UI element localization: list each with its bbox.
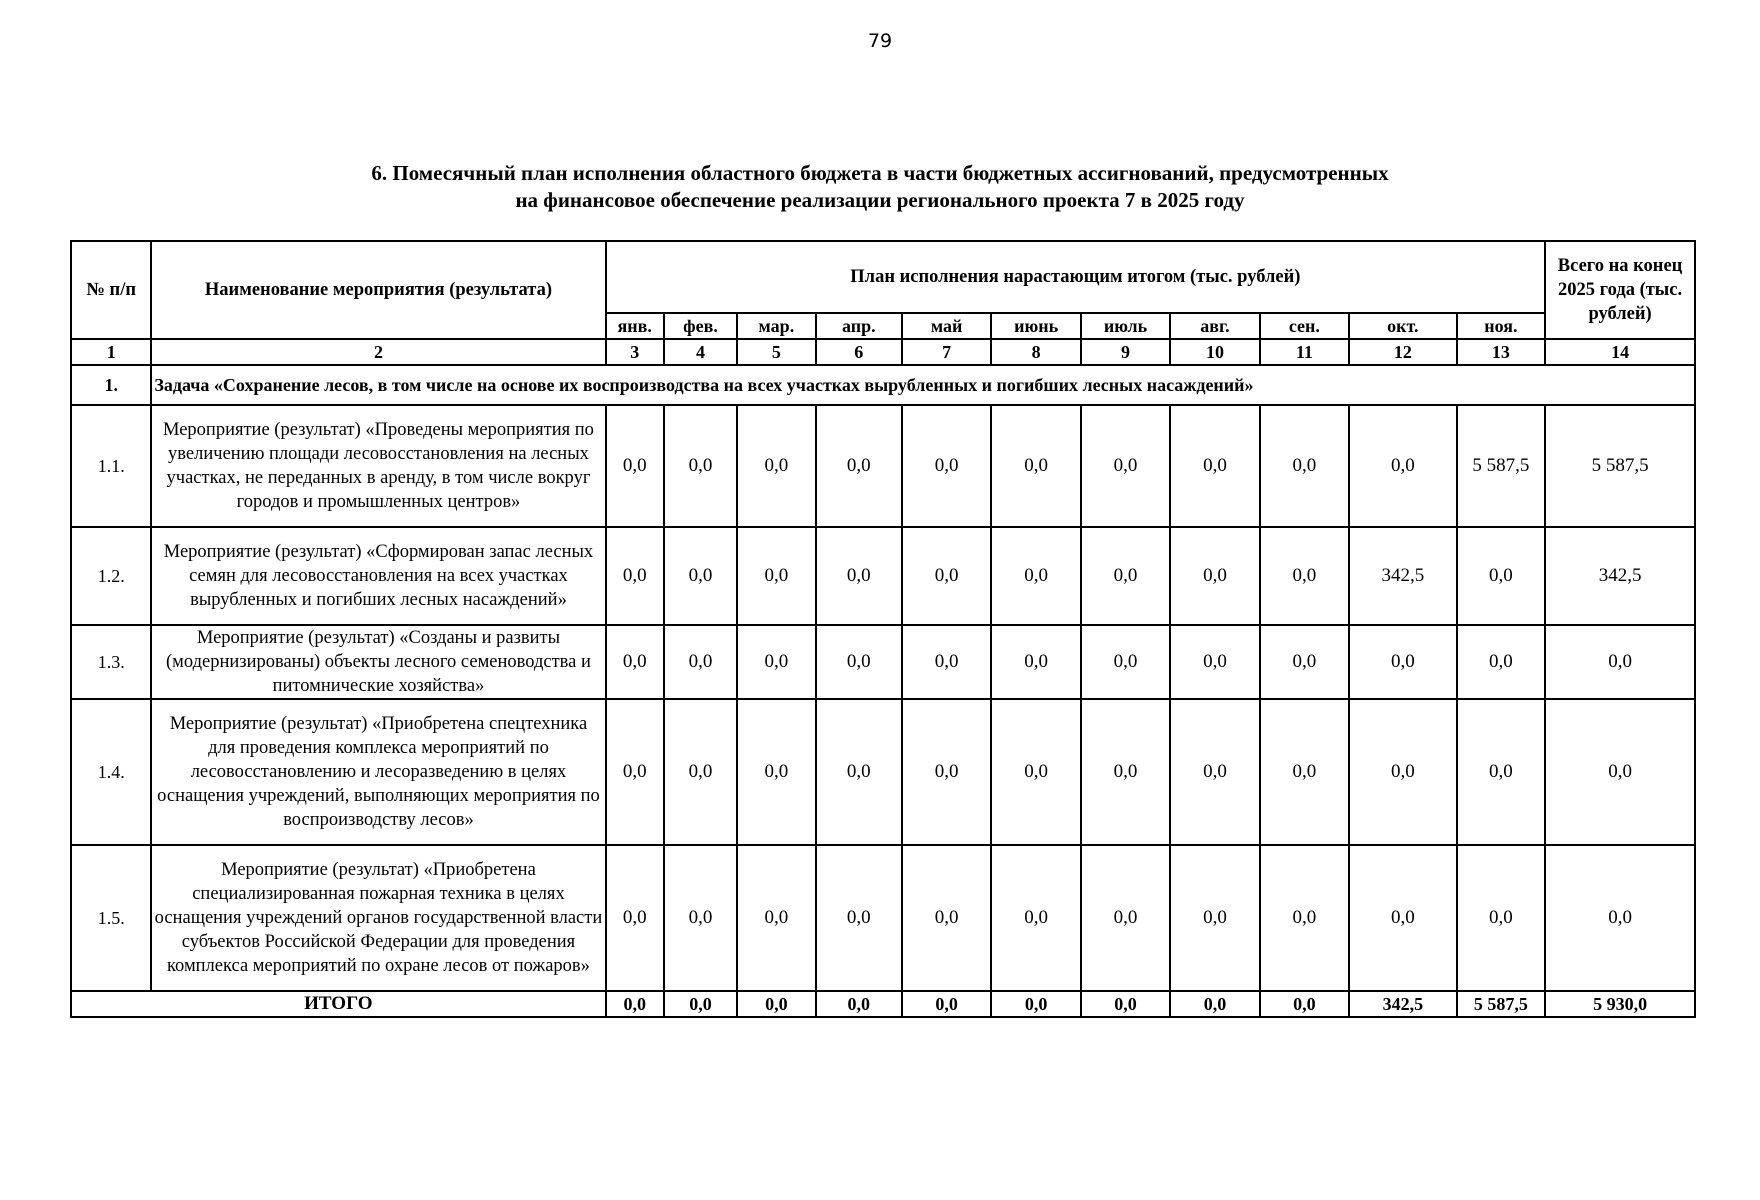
column-number: 12 [1349,339,1457,365]
month-header: окт. [1349,313,1457,339]
table-row [71,845,1695,991]
row-name: Мероприятие (результат) «Приобретена спецтехника для проведения комплекса мероприятий по лесовосстановлению и лесоразведению в целях оснащения учреждений, выполняющих мероприятия по воспроизводству лесов» [151,699,605,845]
row-value: 0,0 [664,845,737,991]
header-name: Наименование мероприятия (результата) [151,241,605,339]
month-header: мар. [737,313,815,339]
row-value: 0,0 [1260,405,1349,527]
row-value: 0,0 [1260,845,1349,991]
row-num: 1.4. [71,699,151,845]
row-value: 0,0 [902,527,991,625]
document-title-line-2: на финансовое обеспечение реализации регионального проекта 7 в 2025 году [515,188,1245,212]
total-row [71,991,1695,1017]
row-value: 0,0 [902,845,991,991]
row-total: 0,0 [1545,845,1695,991]
row-value: 0,0 [816,527,902,625]
row-total: 0,0 [1545,625,1695,699]
budget-plan-table [70,240,1696,1018]
row-value: 0,0 [991,625,1080,699]
header-num: № п/п [71,241,151,339]
row-value: 5 587,5 [1457,405,1546,527]
total-value: 5 587,5 [1457,991,1546,1017]
row-value: 0,0 [902,625,991,699]
column-number: 13 [1457,339,1546,365]
column-number: 11 [1260,339,1349,365]
row-name: Мероприятие (результат) «Созданы и развиты (модернизированы) объекты лесного семеноводства и питомнические хозяйства» [151,625,605,699]
row-value: 0,0 [1349,845,1457,991]
column-number: 8 [991,339,1080,365]
month-header: авг. [1170,313,1259,339]
total-value: 0,0 [664,991,737,1017]
row-value: 0,0 [991,527,1080,625]
row-value: 0,0 [1170,845,1259,991]
month-header: июль [1081,313,1170,339]
header-plan: План исполнения нарастающим итогом (тыс. рублей) [606,241,1546,313]
grand-total: 5 930,0 [1545,991,1695,1017]
row-value: 0,0 [991,699,1080,845]
row-value: 0,0 [902,405,991,527]
row-value: 0,0 [664,405,737,527]
row-value: 0,0 [606,625,664,699]
row-value: 0,0 [1170,625,1259,699]
column-number: 2 [151,339,605,365]
row-value: 342,5 [1349,527,1457,625]
total-value: 342,5 [1349,991,1457,1017]
row-name: Мероприятие (результат) «Приобретена специализированная пожарная техника в целях оснащения учреждений органов государственной власти субъектов Российской Федерации для проведения комплекса мероприятий по охране лесов от пожаров» [151,845,605,991]
row-value: 0,0 [1170,527,1259,625]
row-value: 0,0 [606,699,664,845]
total-value: 0,0 [902,991,991,1017]
task-num: 1. [71,365,151,405]
total-value: 0,0 [1081,991,1170,1017]
row-value: 0,0 [902,699,991,845]
column-number: 14 [1545,339,1695,365]
table-row [71,699,1695,845]
table-row [71,405,1695,527]
table-header-row [71,241,1695,313]
month-header: ноя. [1457,313,1546,339]
row-value: 0,0 [1081,845,1170,991]
column-number: 1 [71,339,151,365]
total-value: 0,0 [737,991,815,1017]
row-value: 0,0 [737,845,815,991]
column-number: 9 [1081,339,1170,365]
row-value: 0,0 [606,405,664,527]
month-header: фев. [664,313,737,339]
column-number: 4 [664,339,737,365]
row-name: Мероприятие (результат) «Сформирован запас лесных семян для лесовосстановления на всех участках вырубленных и погибших лесных насаждений» [151,527,605,625]
task-text: Задача «Сохранение лесов, в том числе на основе их воспроизводства на всех участках вырубленных и погибших лесных насаждений» [151,365,1695,405]
row-value: 0,0 [1081,405,1170,527]
column-number: 6 [816,339,902,365]
row-name: Мероприятие (результат) «Проведены мероприятия по увеличению площади лесовосстановления на лесных участках, не переданных в аренду, в том числе вокруг городов и промышленных центров» [151,405,605,527]
table-row [71,527,1695,625]
month-header: май [902,313,991,339]
column-number: 5 [737,339,815,365]
row-value: 0,0 [1349,699,1457,845]
total-value: 0,0 [606,991,664,1017]
row-value: 0,0 [991,405,1080,527]
row-value: 0,0 [816,845,902,991]
column-number: 3 [606,339,664,365]
row-num: 1.2. [71,527,151,625]
total-value: 0,0 [991,991,1080,1017]
row-num: 1.5. [71,845,151,991]
table-row [71,625,1695,699]
document-title-line-1: 6. Помесячный план исполнения областного бюджета в части бюджетных ассигнований, предусмотренных [371,161,1389,185]
row-value: 0,0 [1457,625,1546,699]
row-total: 0,0 [1545,699,1695,845]
row-num: 1.1. [71,405,151,527]
total-value: 0,0 [1260,991,1349,1017]
row-value: 0,0 [1260,625,1349,699]
row-value: 0,0 [991,845,1080,991]
row-value: 0,0 [737,625,815,699]
row-total: 5 587,5 [1545,405,1695,527]
row-value: 0,0 [816,699,902,845]
total-value: 0,0 [1170,991,1259,1017]
month-header: июнь [991,313,1080,339]
row-value: 0,0 [1260,527,1349,625]
column-number-row [71,339,1695,365]
row-value: 0,0 [664,527,737,625]
row-value: 0,0 [1260,699,1349,845]
row-value: 0,0 [1349,405,1457,527]
row-value: 0,0 [737,405,815,527]
row-num: 1.3. [71,625,151,699]
header-total: Всего на конец 2025 года (тыс. рублей) [1545,241,1695,339]
row-value: 0,0 [1457,845,1546,991]
row-value: 0,0 [816,625,902,699]
row-value: 0,0 [1457,699,1546,845]
row-value: 0,0 [1081,625,1170,699]
document-title [0,160,1760,214]
month-header: апр. [816,313,902,339]
row-value: 0,0 [606,527,664,625]
month-header: сен. [1260,313,1349,339]
row-value: 0,0 [1170,405,1259,527]
row-value: 0,0 [1081,527,1170,625]
row-value: 0,0 [664,699,737,845]
total-label: ИТОГО [71,991,606,1017]
row-value: 0,0 [664,625,737,699]
row-value: 0,0 [737,527,815,625]
row-value: 0,0 [816,405,902,527]
row-value: 0,0 [1081,699,1170,845]
month-header: янв. [606,313,664,339]
task-row [71,365,1695,405]
total-value: 0,0 [816,991,902,1017]
column-number: 10 [1170,339,1259,365]
row-value: 0,0 [737,699,815,845]
row-value: 0,0 [1457,527,1546,625]
column-number: 7 [902,339,991,365]
page-number: 79 [867,30,893,52]
row-value: 0,0 [606,845,664,991]
row-value: 0,0 [1349,625,1457,699]
row-total: 342,5 [1545,527,1695,625]
row-value: 0,0 [1170,699,1259,845]
